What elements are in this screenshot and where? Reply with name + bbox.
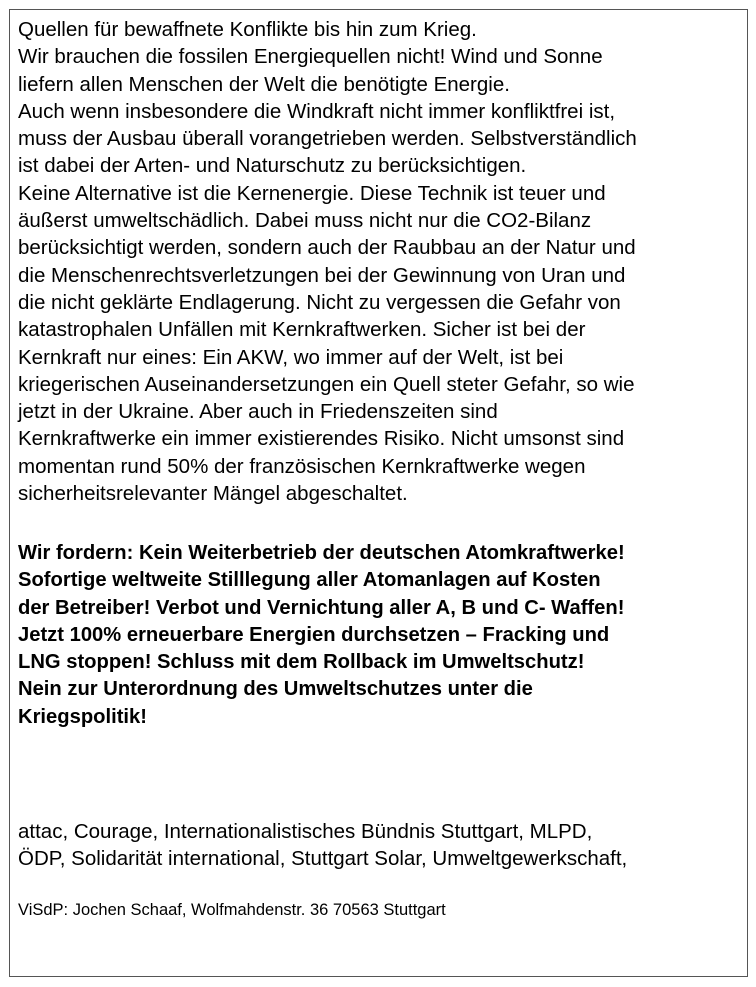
demand-line: LNG stoppen! Schluss mit dem Rollback im Umweltschutz!: [18, 651, 585, 674]
demand-line: Kriegspolitik!: [18, 705, 147, 728]
demand-line: Wir fordern: Kein Weiterbetrieb der deutschen Atomkraftwerke!: [18, 542, 625, 564]
body-line: äußerst umweltschädlich. Dabei muss nicht nur die CO2-Bilanz: [18, 209, 592, 233]
demands-block: [18, 540, 746, 731]
body-line: Keine Alternative ist die Kernenergie. Diese Technik ist teuer und: [18, 181, 606, 205]
body-line: Kernkraftwerke ein immer existierendes Risiko. Nicht umsonst sind: [18, 427, 625, 451]
demand-line: Sofortige weltweite Stilllegung aller Atomanlagen auf Kosten: [18, 569, 601, 592]
body-line: jetzt in der Ukraine. Aber auch in Friedenszeiten sind: [18, 400, 498, 424]
body-line: Auch wenn insbesondere die Windkraft nicht immer konfliktfrei ist,: [18, 99, 616, 123]
body-line: muss der Ausbau überall vorangetrieben werden. Selbstverständlich: [18, 127, 637, 151]
body-line: sicherheitsrelevanter Mängel abgeschaltet.: [18, 482, 408, 506]
body-line: momentan rund 50% der französischen Kernkraftwerke wegen: [18, 454, 586, 478]
imprint-line: ViSdP: Jochen Schaaf, Wolfmahdenstr. 36 70563 Stuttgart: [18, 901, 446, 919]
organizations-line: ÖDP, Solidarität international, Stuttgart Solar, Umweltgewerkschaft,: [18, 847, 628, 871]
document-page: [9, 9, 748, 977]
body-line: ist dabei der Arten- und Naturschutz zu berücksichtigen.: [18, 154, 527, 178]
body-line: die Menschenrechtsverletzungen bei der Gewinnung von Uran und: [18, 263, 626, 287]
body-text-block: [18, 16, 746, 507]
body-line: kriegerischen Auseinandersetzungen ein Quell steter Gefahr, so wie: [18, 372, 635, 396]
body-line: Quellen für bewaffnete Konflikte bis hin zum Krieg.: [18, 18, 477, 41]
organizations-list: [18, 818, 746, 873]
body-line: Wir brauchen die fossilen Energiequellen nicht! Wind und Sonne: [18, 45, 603, 69]
demand-line: Jetzt 100% erneuerbare Energien durchsetzen – Fracking und: [18, 623, 610, 646]
body-line: Kernkraft nur eines: Ein AKW, wo immer auf der Welt, ist bei: [18, 345, 564, 369]
organizations-line: attac, Courage, Internationalistisches Bündnis Stuttgart, MLPD,: [18, 820, 593, 843]
body-line: die nicht geklärte Endlagerung. Nicht zu vergessen die Gefahr von: [18, 290, 621, 314]
demand-line: Nein zur Unterordnung des Umweltschutzes unter die: [18, 678, 533, 701]
body-line: liefern allen Menschen der Welt die benötigte Energie.: [18, 72, 510, 96]
body-line: katastrophalen Unfällen mit Kernkraftwerken. Sicher ist bei der: [18, 318, 586, 342]
demand-line: der Betreiber! Verbot und Vernichtung aller A, B und C- Waffen!: [18, 596, 625, 619]
body-line: berücksichtigt werden, sondern auch der Raubbau an der Natur und: [18, 236, 636, 260]
body-paragraph: [18, 16, 746, 507]
